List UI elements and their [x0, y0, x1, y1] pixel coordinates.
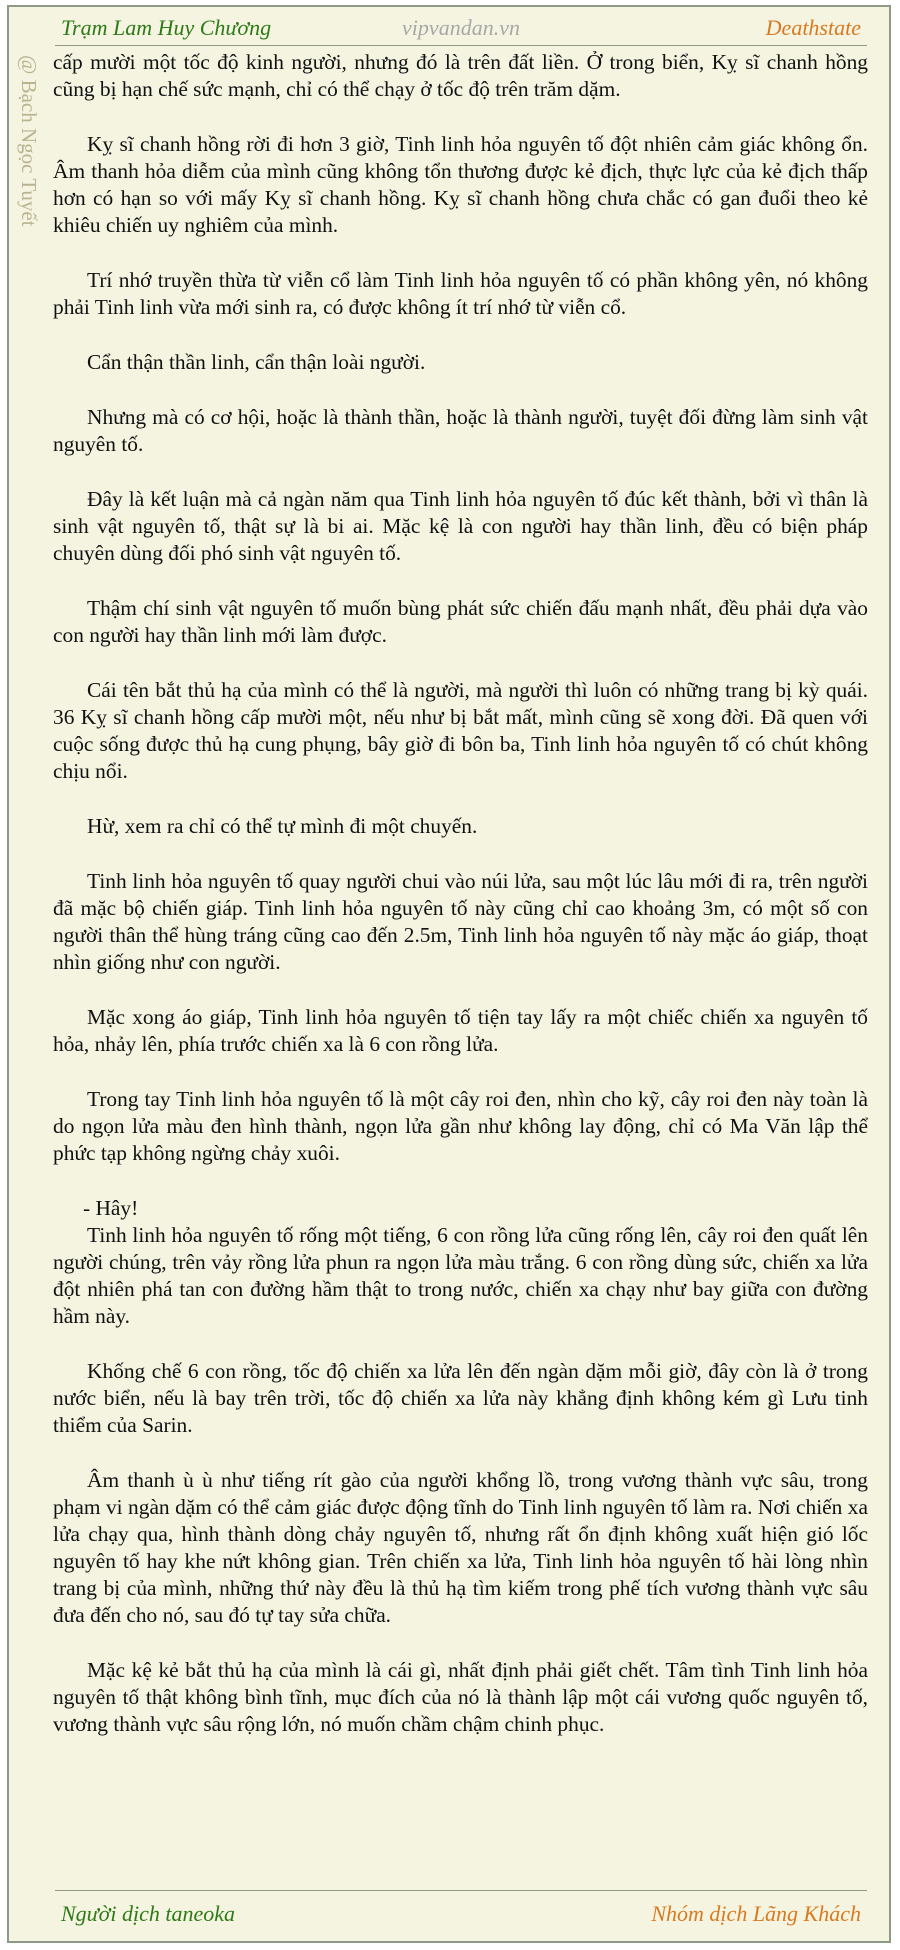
- paragraph: Trí nhớ truyền thừa từ viễn cổ làm Tinh linh hỏa nguyên tố có phần không yên, nó không phải Tinh linh vừa mới sinh ra, có được không ít trí nhớ từ viễn cổ.: [53, 268, 868, 319]
- paragraph: Kỵ sĩ chanh hồng rời đi hơn 3 giờ, Tinh linh hỏa nguyên tố đột nhiên cảm giác không ổn. Âm thanh hỏa diễm của mình cũng không tổn thương được kẻ địch, thực lực của kẻ địch thấp hơn có hạn so với mấy Kỵ sĩ chanh hồng. Kỵ sĩ chanh hồng chưa chắc có gan đuổi theo kẻ khiêu chiến uy nghiêm của mình.: [53, 132, 868, 237]
- paragraph: Mặc kệ kẻ bắt thủ hạ của mình là cái gì, nhất định phải giết chết. Tâm tình Tinh linh hỏa nguyên tố thật không bình tĩnh, mục đích của nó là thành lập một cái vương quốc nguyên tố, vương thành vực sâu rộng lớn, nó muốn chầm chậm chinh phục.: [53, 1658, 868, 1736]
- paragraph: Cái tên bắt thủ hạ của mình có thể là người, mà người thì luôn có những trang bị kỳ quái. 36 Kỵ sĩ chanh hồng cấp mười một, nếu như bị bắt mất, mình cũng sẽ xong đời. Đã quen với cuộc sống được thủ hạ cung phụng, bây giờ đi bôn ba, Tinh linh hỏa nguyên tố có chút không chịu nổi.: [53, 678, 868, 783]
- paragraph: Đây là kết luận mà cả ngàn năm qua Tinh linh hỏa nguyên tố đúc kết thành, bởi vì thân là sinh vật nguyên tố, thật sự là bi ai. Mặc kệ là con người hay thần linh, đều có biện pháp chuyên dùng đối phó sinh vật nguyên tố.: [53, 487, 868, 565]
- paragraph: Trong tay Tinh linh hỏa nguyên tố là một cây roi đen, nhìn cho kỹ, cây roi đen này toàn là do ngọn lửa màu đen hình thành, ngọn lửa gần như không lay động, chỉ có Ma Văn lập thể phức tạp không ngừng chảy xuôi.: [53, 1087, 868, 1165]
- page-header: [55, 11, 867, 46]
- paragraph: cấp mười một tốc độ kinh người, nhưng đó là trên đất liền. Ở trong biển, Kỵ sĩ chanh hồng cũng bị hạn chế sức mạnh, chỉ có thể chạy ở tốc độ trên trăm dặm.: [53, 50, 868, 101]
- header-author: Trạm Lam Huy Chương: [61, 15, 272, 40]
- paragraph: Tinh linh hỏa nguyên tố rống một tiếng, 6 con rồng lửa cũng rống lên, cây roi đen quất lên người chúng, trên vảy rồng lửa phun ra ngọn lửa màu trắng. 6 con rồng dùng sức, chiến xa lửa đột nhiên phá tan con đường hầm thật to trong nước, chiến xa chạy như bay giữa con đường hầm này.: [53, 1223, 868, 1328]
- footer-translator: Người dịch taneoka: [61, 1901, 236, 1926]
- paragraph: Thậm chí sinh vật nguyên tố muốn bùng phát sức chiến đấu mạnh nhất, đều phải dựa vào con người hay thần linh mới làm được.: [53, 596, 868, 647]
- paragraph: Âm thanh ù ù như tiếng rít gào của người khổng lồ, trong vương thành vực sâu, trong phạm vi ngàn dặm có thể cảm giác được động tĩnh do Tinh linh nguyên tố làm ra. Nơi chiến xa lửa chạy qua, hình thành dòng chảy nguyên tố, nhưng rất ổn định không xuất hiện gió lốc nguyên tố hay khe nứt không gian. Trên chiến xa lửa, Tinh linh hỏa nguyên tố hài lòng nhìn trang bị của mình, những thứ này đều là thủ hạ tìm kiếm trong phế tích vương thành vực sâu đưa đến cho nó, sau đó tự tay sửa chữa.: [53, 1468, 868, 1627]
- header-title: Deathstate: [765, 15, 861, 40]
- header-site: vipvandan.vn: [402, 15, 520, 40]
- paragraph: Mặc xong áo giáp, Tinh linh hỏa nguyên tố tiện tay lấy ra một chiếc chiến xa nguyên tố hỏa, nhảy lên, phía trước chiến xa là 6 con rồng lửa.: [53, 1005, 868, 1056]
- paragraph: Cẩn thận thần linh, cẩn thận loài người.: [87, 350, 426, 374]
- page-footer: [55, 1890, 867, 1941]
- page-frame: [7, 5, 891, 1943]
- footer-group: Nhóm dịch Lãng Khách: [651, 1901, 861, 1926]
- paragraph: Khống chế 6 con rồng, tốc độ chiến xa lửa lên đến ngàn dặm mỗi giờ, đây còn là ở trong nước biển, nếu là bay trên trời, tốc độ chiến xa lửa này khẳng định không kém gì Lưu tinh thiểm của Sarin.: [53, 1359, 868, 1437]
- dialogue-line: - Hây!: [83, 1196, 139, 1220]
- paragraph: Tinh linh hỏa nguyên tố quay người chui vào núi lửa, sau một lúc lâu mới đi ra, trên người đã mặc bộ chiến giáp. Tinh linh hỏa nguyên tố này cũng chỉ cao khoảng 3m, có một số con người thân thể hùng tráng cũng cao đến 2.5m, Tinh linh hỏa nguyên tố này mặc áo giáp, thoạt nhìn giống như con người.: [53, 869, 868, 974]
- paragraph: Hừ, xem ra chỉ có thể tự mình đi một chuyến.: [87, 814, 478, 838]
- paragraph: Nhưng mà có cơ hội, hoặc là thành thần, hoặc là thành người, tuyệt đối đừng làm sinh vật nguyên tố.: [53, 405, 868, 456]
- chapter-body: [53, 49, 868, 1766]
- side-watermark: @ Bạch Ngọc Tuyết: [17, 55, 41, 227]
